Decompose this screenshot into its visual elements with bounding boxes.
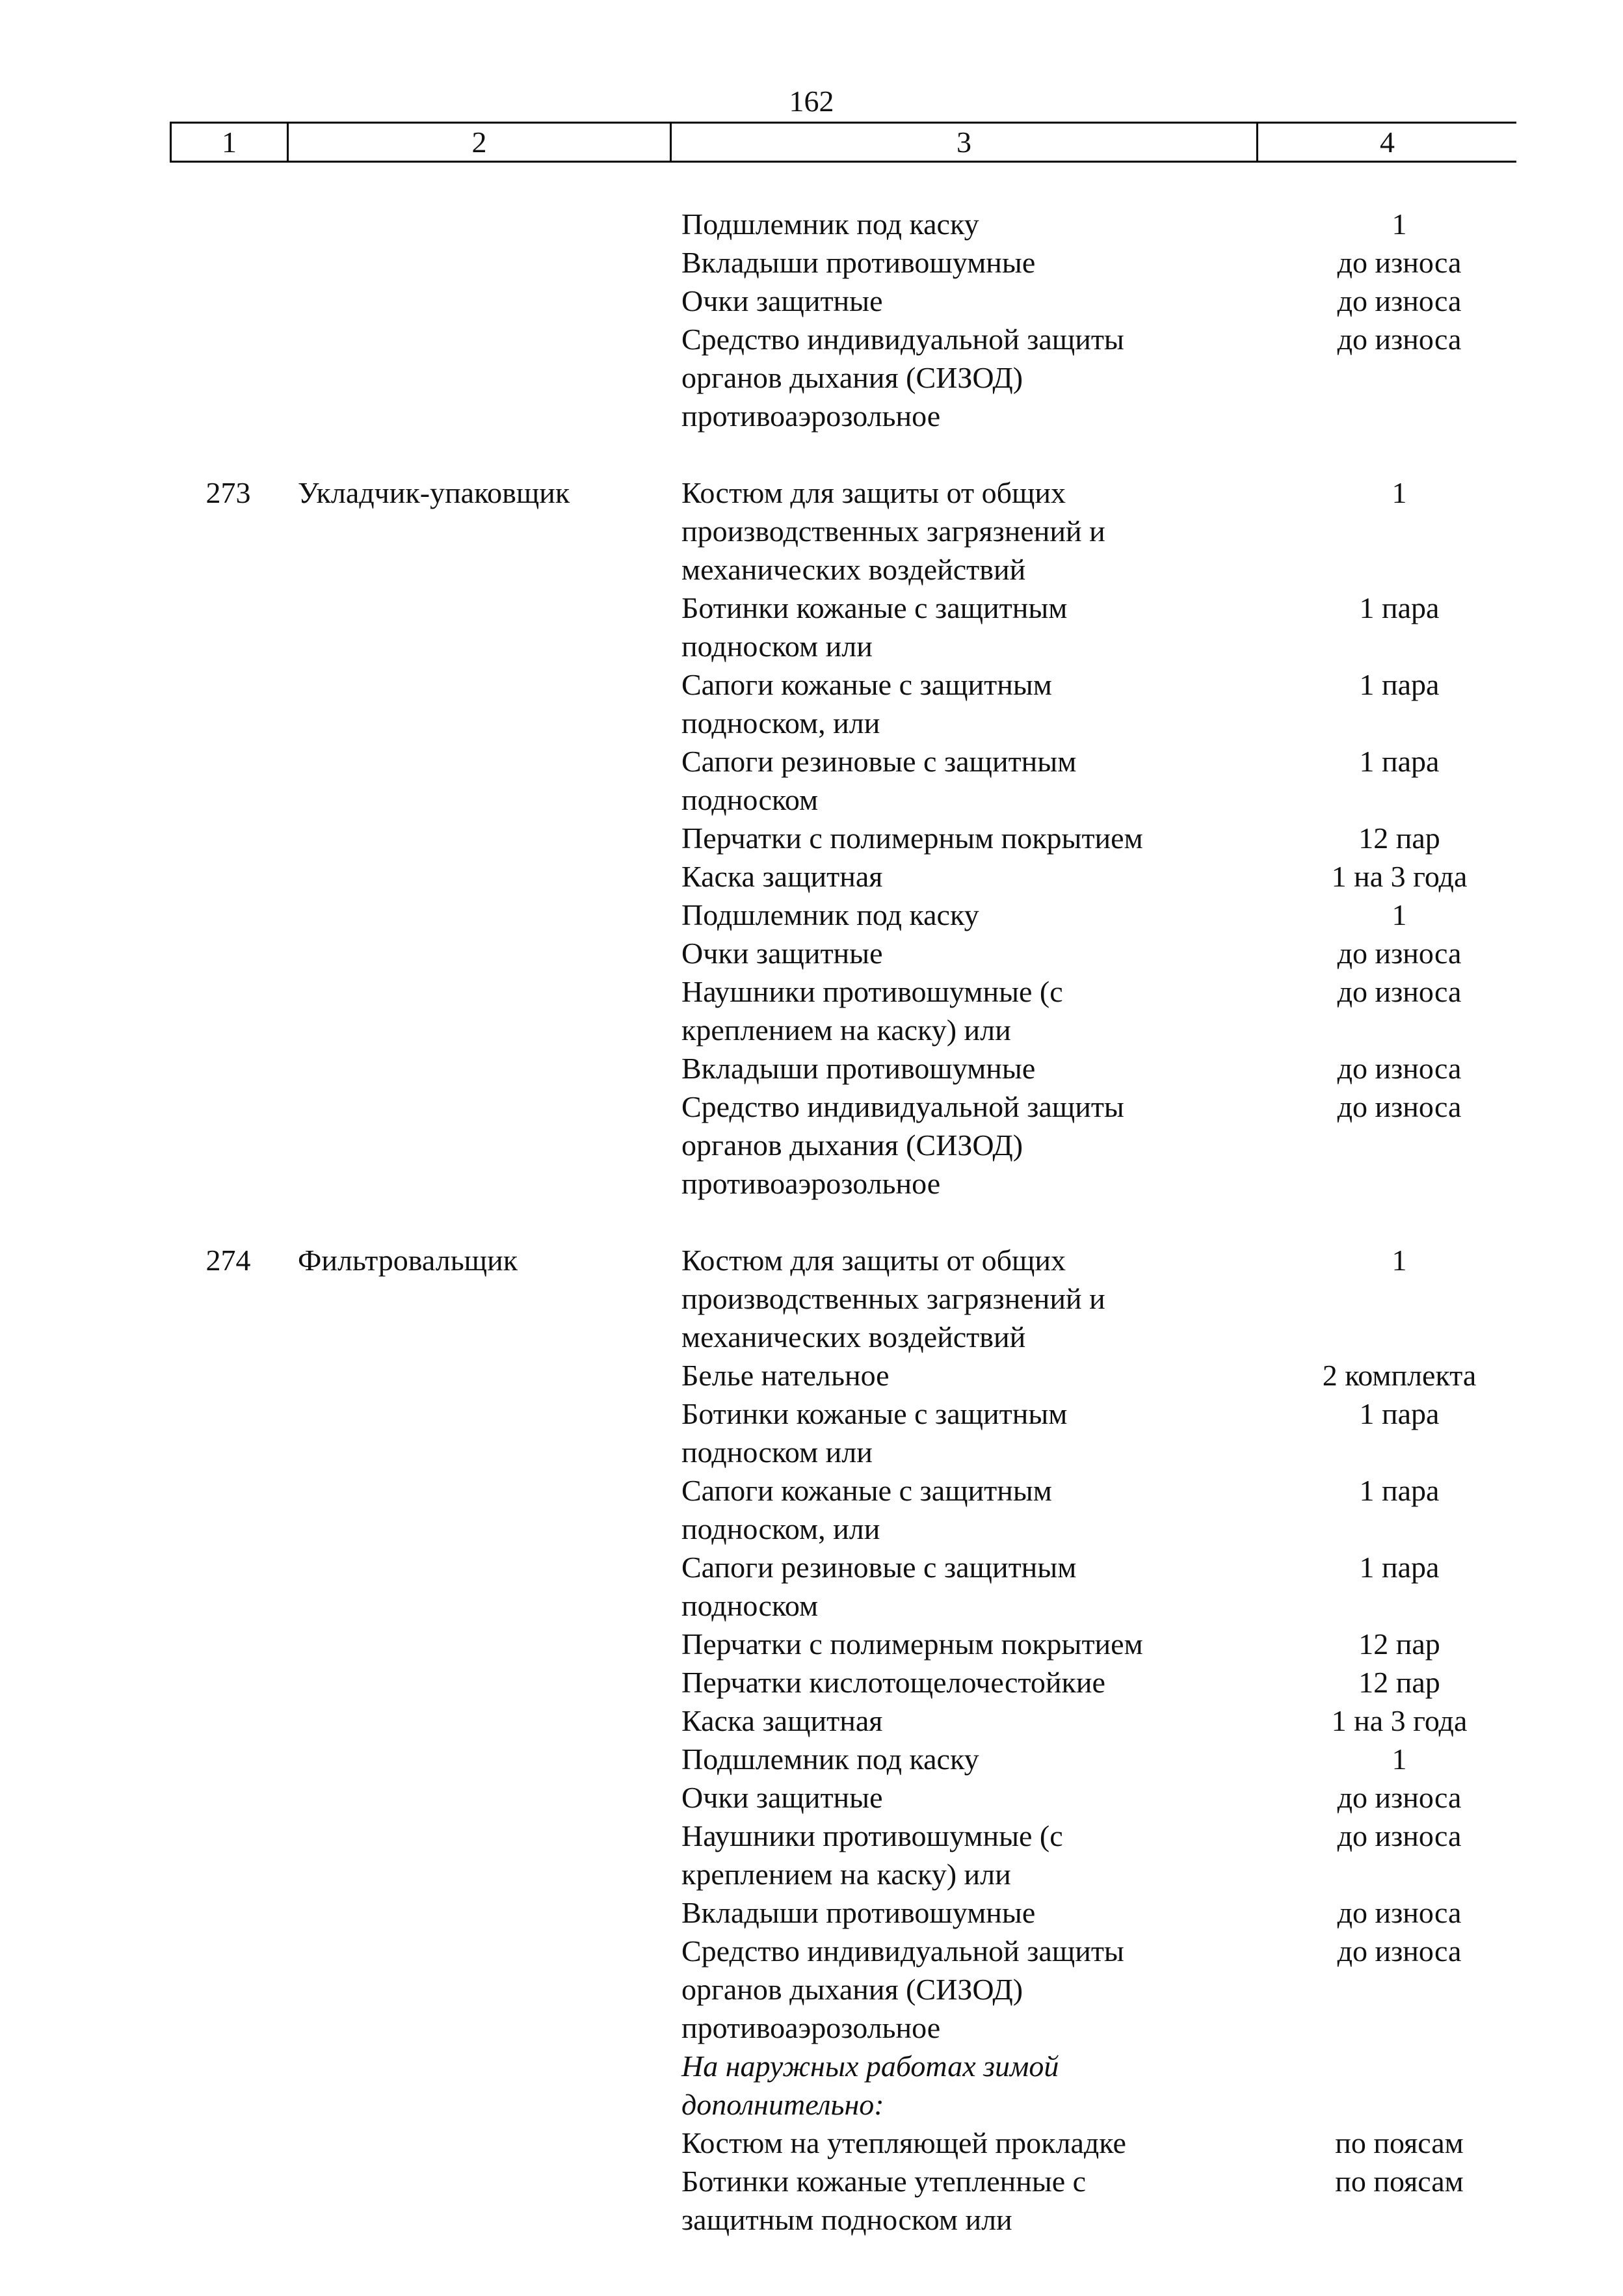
item-name: Ботинки кожаные с защитным подноском или bbox=[681, 591, 1068, 663]
item-name: Вкладыши противошумные bbox=[681, 1052, 1036, 1085]
item-name: Перчатки с полимерным покрытием bbox=[681, 821, 1143, 855]
item-name: Костюм на утепляющей прокладке bbox=[681, 2126, 1126, 2159]
item-norm: до износа bbox=[1337, 284, 1462, 317]
item-norm: 12 пар bbox=[1358, 1666, 1440, 1699]
entry-number: 273 bbox=[205, 476, 251, 509]
profession-name: Фильтровальщик bbox=[298, 1244, 518, 1277]
item-norm: до износа bbox=[1337, 975, 1462, 1008]
item-norm: до износа bbox=[1337, 1052, 1462, 1085]
item-norm: 1 bbox=[1392, 207, 1407, 241]
header-col-1: 1 bbox=[170, 122, 287, 163]
item-norm: 1 пара bbox=[1359, 591, 1440, 624]
item-name: Вкладыши противошумные bbox=[681, 246, 1036, 279]
item-norm: до износа bbox=[1337, 1781, 1462, 1814]
header-col-4: 4 bbox=[1256, 122, 1516, 163]
item-name: Очки защитные bbox=[681, 284, 883, 317]
item-name: Ботинки кожаные с защитным подноском или bbox=[681, 1397, 1068, 1469]
item-norm: по поясам bbox=[1335, 2165, 1464, 2198]
item-norm: до износа bbox=[1337, 1090, 1462, 1123]
item-name: Средство индивидуальной защиты органов дыхания (СИЗОД) противоаэрозольное bbox=[681, 1090, 1124, 1200]
item-name: Перчатки с полимерным покрытием bbox=[681, 1627, 1143, 1661]
item-name: Наушники противошумные (с креплением на каску) или bbox=[681, 1819, 1063, 1891]
item-name: Перчатки кислотощелочестойкие bbox=[681, 1666, 1105, 1699]
item-name: Каска защитная bbox=[681, 860, 883, 893]
item-name: Сапоги кожаные с защитным подноском, или bbox=[681, 1474, 1052, 1545]
item-name: Каска защитная bbox=[681, 1704, 883, 1737]
item-name: Подшлемник под каску bbox=[681, 898, 979, 931]
item-name: Сапоги резиновые с защитным подноском bbox=[681, 745, 1077, 816]
item-name: Сапоги кожаные с защитным подноском, или bbox=[681, 668, 1052, 740]
item-name: Ботинки кожаные утепленные с защитным подноском или bbox=[681, 2165, 1087, 2236]
item-norm: 2 комплекта bbox=[1322, 1359, 1477, 1392]
item-norm: до износа bbox=[1337, 1819, 1462, 1852]
item-name: Наушники противошумные (с креплением на каску) или bbox=[681, 975, 1063, 1047]
item-norm: 1 пара bbox=[1359, 668, 1440, 701]
item-norm: до износа bbox=[1337, 1934, 1462, 1968]
item-norm: по поясам bbox=[1335, 2126, 1464, 2159]
item-norm: 1 пара bbox=[1359, 1397, 1440, 1430]
profession-name: Укладчик-упаковщик bbox=[298, 476, 570, 509]
header-col-2: 2 bbox=[287, 122, 670, 163]
item-norm: до износа bbox=[1337, 323, 1462, 356]
item-norm: до износа bbox=[1337, 1896, 1462, 1929]
item-norm: 1 на 3 года bbox=[1331, 1704, 1468, 1737]
item-norm: 1 bbox=[1392, 476, 1407, 509]
item-norm: 1 bbox=[1392, 1742, 1407, 1776]
page-number: 162 bbox=[789, 85, 834, 118]
item-norm: 1 пара bbox=[1359, 745, 1440, 778]
entry-number: 274 bbox=[205, 1244, 251, 1277]
item-name: Белье нательное bbox=[681, 1359, 890, 1392]
item-name: Костюм для защиты от общих производственных загрязнений и механических воздействий bbox=[681, 1244, 1105, 1354]
item-name: Вкладыши противошумные bbox=[681, 1896, 1036, 1929]
item-norm: до износа bbox=[1337, 937, 1462, 970]
item-norm: 12 пар bbox=[1358, 1627, 1440, 1661]
section-note: На наружных работах зимой дополнительно: bbox=[681, 2049, 1059, 2121]
item-norm: 1 пара bbox=[1359, 1474, 1440, 1507]
item-name: Подшлемник под каску bbox=[681, 1742, 979, 1776]
item-name: Подшлемник под каску bbox=[681, 207, 979, 241]
item-norm: 1 bbox=[1392, 1244, 1407, 1277]
item-name: Средство индивидуальной защиты органов дыхания (СИЗОД) противоаэрозольное bbox=[681, 323, 1124, 433]
item-name: Сапоги резиновые с защитным подноском bbox=[681, 1551, 1077, 1622]
item-name: Очки защитные bbox=[681, 1781, 883, 1814]
item-name: Очки защитные bbox=[681, 937, 883, 970]
item-name: Костюм для защиты от общих производственных загрязнений и механических воздействий bbox=[681, 476, 1105, 586]
header-col-3: 3 bbox=[670, 122, 1256, 163]
item-norm: 1 на 3 года bbox=[1331, 860, 1468, 893]
item-norm: 1 bbox=[1392, 898, 1407, 931]
item-name: Средство индивидуальной защиты органов дыхания (СИЗОД) противоаэрозольное bbox=[681, 1934, 1124, 2044]
item-norm: до износа bbox=[1337, 246, 1462, 279]
item-norm: 1 пара bbox=[1359, 1551, 1440, 1584]
item-norm: 12 пар bbox=[1358, 821, 1440, 855]
